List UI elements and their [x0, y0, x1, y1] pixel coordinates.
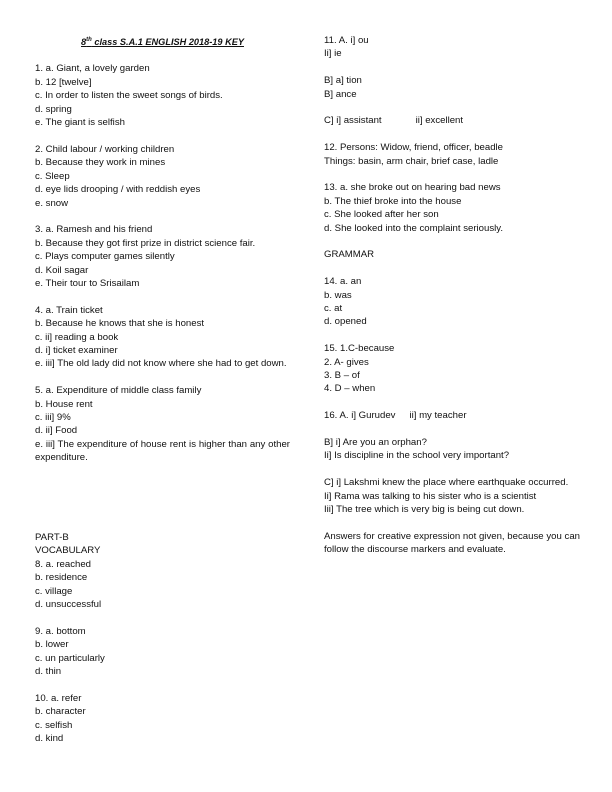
answer-q11: 11. A. i] ou Ii] ie: [324, 35, 369, 60]
answer-part-b: PART-B VOCABULARY 8. a. reached b. residence c. village d. unsuccessful: [35, 531, 102, 611]
section-heading-grammar: GRAMMAR: [324, 249, 375, 261]
answer-q10: 10. a. refer b. character c. selfish d. kind: [35, 692, 86, 745]
answer-q3: 3. a. Ramesh and his friend b. Because they got first prize in district science fair. c. Plays computer games silently d. Koil sagar e. Their tour to Srisailam: [35, 224, 256, 289]
answer-q15: 15. 1.C-because 2. A- gives 3. B – of 4. D – when: [324, 343, 395, 395]
answer-q11-c: C] i] assistant ii] excellent: [324, 115, 464, 127]
page-title: 8th class S.A.1 ENGLISH 2018-19 KEY: [81, 37, 244, 48]
answer-q13: 13. a. she broke out on hearing bad news b. The thief broke into the house c. She looked after her son d. She looked into the complaint seriously.: [324, 182, 504, 234]
answer-q1: 1. a. Giant, a lovely garden b. 12 [twelve] c. In order to listen the sweet songs of birds. d. spring e. The giant is selfish: [35, 63, 223, 129]
answer-q9: 9. a. bottom b. lower c. un particularly d. thin: [35, 625, 105, 678]
answer-q5: 5. a. Expenditure of middle class family b. House rent c. iii] 9% d. ii] Food e. iii] The expenditure of house rent is higher than any other expenditure.: [35, 385, 290, 464]
answer-q2: 2. Child labour / working children b. Because they work in mines c. Sleep d. eye lids drooping / with reddish eyes e. snow: [35, 143, 201, 209]
answer-q16-b: B] i] Are you an orphan? Ii] Is discipline in the school very important?: [324, 437, 510, 462]
creative-expression-note: Answers for creative expression not given, because you can follow the discourse markers and evaluate.: [324, 530, 580, 556]
answer-q11-b: B] a] tion B] ance: [324, 75, 362, 100]
right-column: [324, 34, 580, 557]
answer-q16-a: 16. A. i] Gurudev ii] my teacher: [324, 410, 467, 422]
answer-q12: 12. Persons: Widow, friend, officer, beadle Things: basin, arm chair, brief case, ladle: [324, 142, 504, 167]
answer-q4: 4. a. Train ticket b. Because he knows that she is honest c. ii] reading a book d. i] ticket examiner e. iii] The old lady did not know where she had to get down.: [35, 304, 287, 370]
spacer: [35, 478, 290, 531]
answer-q16-c: C] i] Lakshmi knew the place where earthquake occurred. Ii] Rama was talking to his sister who is a scientist Iii] The tree which is very big is being cut down.: [324, 477, 569, 516]
left-column: [35, 34, 290, 759]
answer-q14: 14. a. an b. was c. at d. opened: [324, 276, 367, 328]
